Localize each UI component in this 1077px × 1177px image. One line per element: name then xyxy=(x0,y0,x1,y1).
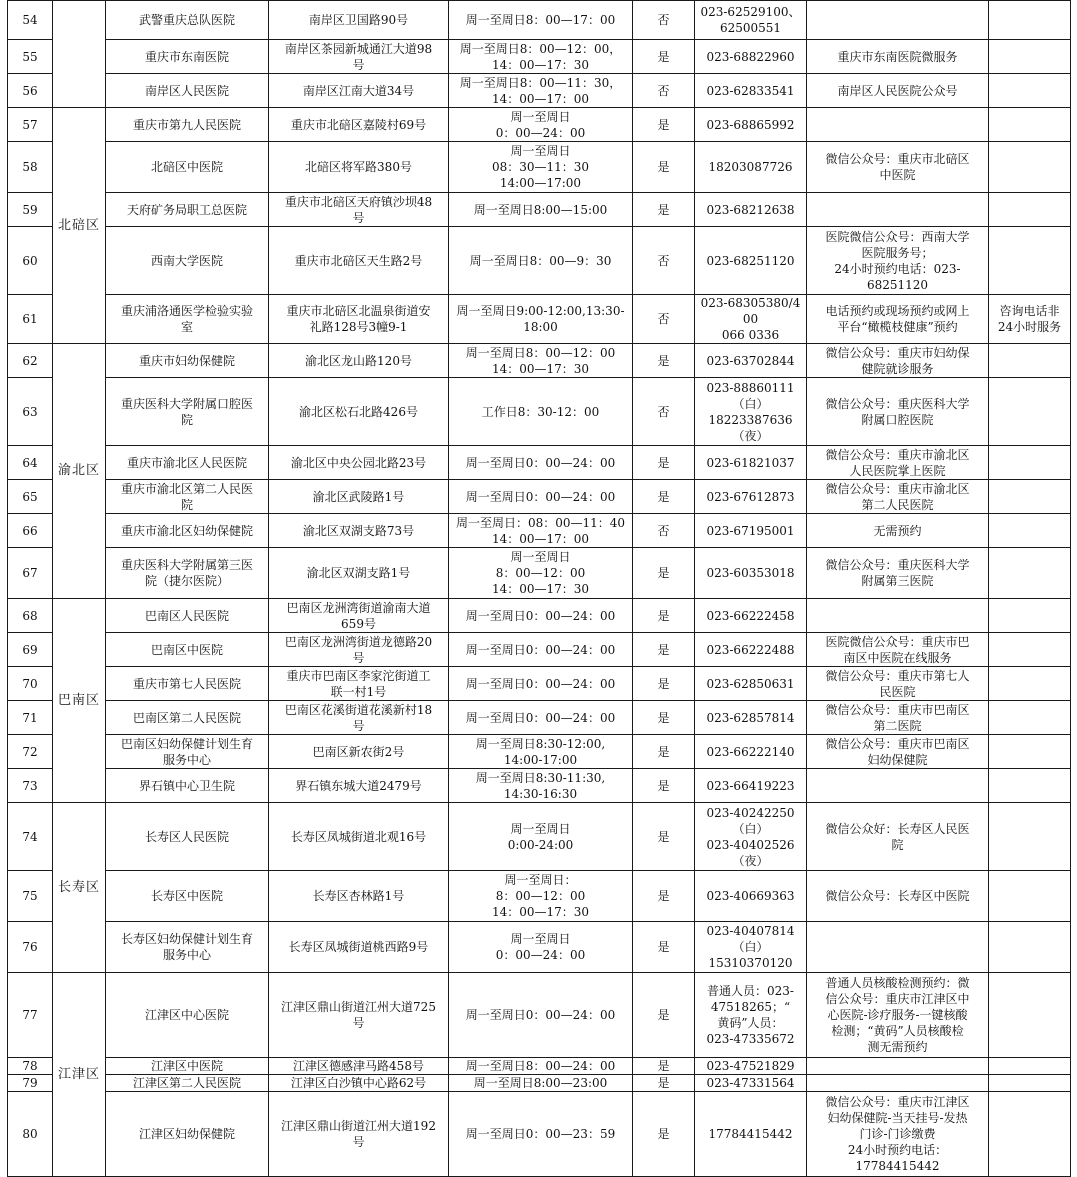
name-cell: 重庆市渝北区第二人民医 院 xyxy=(106,480,269,514)
name-cell: 西南大学医院 xyxy=(106,227,269,295)
name-cell: 北碚区中医院 xyxy=(106,142,269,193)
table-row xyxy=(8,548,1071,599)
booking-cell: 是 xyxy=(633,1058,695,1075)
remark-cell xyxy=(989,40,1071,74)
name-cell: 重庆市东南医院 xyxy=(106,40,269,74)
booking-cell: 否 xyxy=(633,295,695,344)
channel-cell: 微信公众号：重庆市第七人 民医院 xyxy=(807,667,989,701)
phone-cell: 18203087726 xyxy=(695,142,807,193)
name-cell: 长寿区中医院 xyxy=(106,871,269,922)
phone-cell: 023-63702844 xyxy=(695,344,807,378)
phone-cell: 17784415442 xyxy=(695,1092,807,1177)
booking-cell: 是 xyxy=(633,1075,695,1092)
row-number-cell: 74 xyxy=(8,803,53,871)
name-cell: 武警重庆总队医院 xyxy=(106,1,269,40)
hours-cell: 周一至周日0：00—24：00 xyxy=(449,633,633,667)
row-number-cell: 73 xyxy=(8,769,53,803)
table-row xyxy=(8,599,1071,633)
row-number-cell: 63 xyxy=(8,378,53,446)
phone-cell: 023-62833541 xyxy=(695,74,807,108)
address-cell: 江津区白沙镇中心路62号 xyxy=(269,1075,449,1092)
row-number-cell: 56 xyxy=(8,74,53,108)
address-cell: 重庆市北碚区嘉陵村69号 xyxy=(269,108,449,142)
name-cell: 重庆医科大学附属第三医 院（捷尔医院） xyxy=(106,548,269,599)
phone-cell: 023-40242250 （白） 023-40402526 （夜） xyxy=(695,803,807,871)
table-row xyxy=(8,108,1071,142)
table-row xyxy=(8,227,1071,295)
address-cell: 巴南区龙洲湾街道龙德路20 号 xyxy=(269,633,449,667)
table-row xyxy=(8,295,1071,344)
hours-cell: 周一至周日8:00—23:00 xyxy=(449,1075,633,1092)
table-row xyxy=(8,803,1071,871)
name-cell: 江津区中医院 xyxy=(106,1058,269,1075)
hours-cell: 周一至周日0：00—24：00 xyxy=(449,701,633,735)
phone-cell: 023-40407814 （白） 15310370120 xyxy=(695,922,807,973)
phone-cell: 023-67612873 xyxy=(695,480,807,514)
name-cell: 巴南区人民医院 xyxy=(106,599,269,633)
row-number-cell: 75 xyxy=(8,871,53,922)
address-cell: 巴南区龙洲湾街道渝南大道 659号 xyxy=(269,599,449,633)
booking-cell: 是 xyxy=(633,599,695,633)
row-number-cell: 79 xyxy=(8,1075,53,1092)
booking-cell: 是 xyxy=(633,803,695,871)
table-row xyxy=(8,1058,1071,1075)
booking-cell: 是 xyxy=(633,922,695,973)
table-row xyxy=(8,74,1071,108)
hours-cell: 周一至周日 08：30—11：30 14:00—17:00 xyxy=(449,142,633,193)
booking-cell: 是 xyxy=(633,344,695,378)
row-number-cell: 80 xyxy=(8,1092,53,1177)
table-row xyxy=(8,378,1071,446)
channel-cell: 微信公众号：重庆市妇幼保 健院就诊服务 xyxy=(807,344,989,378)
name-cell: 重庆市第九人民医院 xyxy=(106,108,269,142)
booking-cell: 是 xyxy=(633,1092,695,1177)
remark-cell xyxy=(989,922,1071,973)
hours-cell: 周一至周日： 8：00—12：00 14：00—17：30 xyxy=(449,871,633,922)
table-row xyxy=(8,142,1071,193)
hours-cell: 周一至周日8：00—12：00， 14：00—17：30 xyxy=(449,40,633,74)
row-number-cell: 72 xyxy=(8,735,53,769)
row-number-cell: 61 xyxy=(8,295,53,344)
row-number-cell: 69 xyxy=(8,633,53,667)
district-cell: 渝北区 xyxy=(53,344,106,599)
hours-cell: 周一至周日8：00—17：00 xyxy=(449,1,633,40)
channel-cell: 微信公众好：长寿区人民医 院 xyxy=(807,803,989,871)
name-cell: 重庆市妇幼保健院 xyxy=(106,344,269,378)
remark-cell xyxy=(989,108,1071,142)
name-cell: 天府矿务局职工总医院 xyxy=(106,193,269,227)
address-cell: 渝北区龙山路120号 xyxy=(269,344,449,378)
address-cell: 重庆市北碚区天府镇沙坝48 号 xyxy=(269,193,449,227)
remark-cell xyxy=(989,667,1071,701)
hours-cell: 周一至周日8：00—9：30 xyxy=(449,227,633,295)
name-cell: 江津区第二人民医院 xyxy=(106,1075,269,1092)
row-number-cell: 70 xyxy=(8,667,53,701)
channel-cell: 微信公众号：重庆市北碚区 中医院 xyxy=(807,142,989,193)
phone-cell: 023-62850631 xyxy=(695,667,807,701)
name-cell: 巴南区中医院 xyxy=(106,633,269,667)
table-row xyxy=(8,633,1071,667)
channel-cell xyxy=(807,1058,989,1075)
table-row xyxy=(8,871,1071,922)
booking-cell: 否 xyxy=(633,74,695,108)
booking-cell: 是 xyxy=(633,633,695,667)
channel-cell xyxy=(807,1,989,40)
phone-cell: 023-68212638 xyxy=(695,193,807,227)
table-row xyxy=(8,480,1071,514)
hours-cell: 周一至周日8：00—11：30， 14：00—17：00 xyxy=(449,74,633,108)
address-cell: 渝北区双湖支路1号 xyxy=(269,548,449,599)
table-row xyxy=(8,973,1071,1058)
name-cell: 巴南区第二人民医院 xyxy=(106,701,269,735)
row-number-cell: 58 xyxy=(8,142,53,193)
phone-cell: 023-68251120 xyxy=(695,227,807,295)
channel-cell xyxy=(807,599,989,633)
phone-cell: 023-66222140 xyxy=(695,735,807,769)
name-cell: 巴南区妇幼保健计划生育 服务中心 xyxy=(106,735,269,769)
address-cell: 南岸区卫国路90号 xyxy=(269,1,449,40)
row-number-cell: 57 xyxy=(8,108,53,142)
hours-cell: 工作日8：30-12：00 xyxy=(449,378,633,446)
phone-cell: 023-68822960 xyxy=(695,40,807,74)
row-number-cell: 64 xyxy=(8,446,53,480)
channel-cell: 微信公众号：重庆医科大学 附属第三医院 xyxy=(807,548,989,599)
table-row xyxy=(8,1092,1071,1177)
address-cell: 长寿区凤城街道北观16号 xyxy=(269,803,449,871)
phone-cell: 023-61821037 xyxy=(695,446,807,480)
address-cell: 江津区鼎山街道江州大道725 号 xyxy=(269,973,449,1058)
hours-cell: 周一至周日：08：00—11：40 14：00—17：00 xyxy=(449,514,633,548)
booking-cell: 是 xyxy=(633,548,695,599)
address-cell: 重庆市巴南区李家沱街道工 联一村1号 xyxy=(269,667,449,701)
row-number-cell: 76 xyxy=(8,922,53,973)
channel-cell: 南岸区人民医院公众号 xyxy=(807,74,989,108)
hours-cell: 周一至周日0：00—23：59 xyxy=(449,1092,633,1177)
booking-cell: 是 xyxy=(633,142,695,193)
channel-cell xyxy=(807,922,989,973)
channel-cell: 微信公众号：重庆市渝北区 人民医院掌上医院 xyxy=(807,446,989,480)
hours-cell: 周一至周日8:00—15:00 xyxy=(449,193,633,227)
name-cell: 重庆市渝北区妇幼保健院 xyxy=(106,514,269,548)
phone-cell: 023-68305380/400 066 0336 xyxy=(695,295,807,344)
remark-cell xyxy=(989,973,1071,1058)
row-number-cell: 62 xyxy=(8,344,53,378)
booking-cell: 是 xyxy=(633,40,695,74)
remark-cell xyxy=(989,74,1071,108)
remark-cell xyxy=(989,193,1071,227)
booking-cell: 否 xyxy=(633,227,695,295)
address-cell: 长寿区凤城街道桃西路9号 xyxy=(269,922,449,973)
table-row xyxy=(8,667,1071,701)
table-row xyxy=(8,701,1071,735)
remark-cell xyxy=(989,480,1071,514)
hours-cell: 周一至周日 0：00—24：00 xyxy=(449,922,633,973)
booking-cell: 是 xyxy=(633,480,695,514)
booking-cell: 否 xyxy=(633,378,695,446)
remark-cell xyxy=(989,1058,1071,1075)
address-cell: 北碚区将军路380号 xyxy=(269,142,449,193)
channel-cell: 微信公众号：重庆市巴南区 妇幼保健院 xyxy=(807,735,989,769)
hours-cell: 周一至周日0：00—24：00 xyxy=(449,599,633,633)
phone-cell: 023-66222458 xyxy=(695,599,807,633)
channel-cell xyxy=(807,108,989,142)
row-number-cell: 65 xyxy=(8,480,53,514)
remark-cell xyxy=(989,344,1071,378)
remark-cell xyxy=(989,735,1071,769)
booking-cell: 是 xyxy=(633,735,695,769)
hours-cell: 周一至周日0：00—24：00 xyxy=(449,446,633,480)
channel-cell: 重庆市东南医院微服务 xyxy=(807,40,989,74)
district-cell: 巴南区 xyxy=(53,599,106,803)
hours-cell: 周一至周日8:30-12:00, 14:00-17:00 xyxy=(449,735,633,769)
name-cell: 重庆市第七人民医院 xyxy=(106,667,269,701)
address-cell: 渝北区中央公园北路23号 xyxy=(269,446,449,480)
channel-cell xyxy=(807,769,989,803)
hours-cell: 周一至周日 8：00—12：00 14：00—17：30 xyxy=(449,548,633,599)
remark-cell xyxy=(989,142,1071,193)
district-cell xyxy=(53,1,106,108)
channel-cell: 微信公众号：重庆市巴南区 第二医院 xyxy=(807,701,989,735)
address-cell: 重庆市北碚区北温泉街道安 礼路128号3幢9-1 xyxy=(269,295,449,344)
remark-cell xyxy=(989,548,1071,599)
table-row xyxy=(8,40,1071,74)
channel-cell xyxy=(807,1075,989,1092)
booking-cell: 是 xyxy=(633,871,695,922)
remark-cell xyxy=(989,701,1071,735)
phone-cell: 023-68865992 xyxy=(695,108,807,142)
table-row xyxy=(8,446,1071,480)
table-row xyxy=(8,193,1071,227)
booking-cell: 是 xyxy=(633,446,695,480)
booking-cell: 是 xyxy=(633,701,695,735)
district-cell: 长寿区 xyxy=(53,803,106,973)
row-number-cell: 55 xyxy=(8,40,53,74)
hours-cell: 周一至周日0：00—24：00 xyxy=(449,480,633,514)
remark-cell xyxy=(989,378,1071,446)
address-cell: 南岸区茶园新城通江大道98 号 xyxy=(269,40,449,74)
phone-cell: 023-67195001 xyxy=(695,514,807,548)
address-cell: 巴南区花溪街道花溪新村18 号 xyxy=(269,701,449,735)
hours-cell: 周一至周日9:00-12:00,13:30- 18:00 xyxy=(449,295,633,344)
name-cell: 长寿区人民医院 xyxy=(106,803,269,871)
table-row xyxy=(8,922,1071,973)
channel-cell: 微信公众号：长寿区中医院 xyxy=(807,871,989,922)
hours-cell: 周一至周日 0:00-24:00 xyxy=(449,803,633,871)
remark-cell xyxy=(989,446,1071,480)
phone-cell: 023-88860111 （白） 18223387636 （夜） xyxy=(695,378,807,446)
district-cell: 江津区 xyxy=(53,973,106,1177)
address-cell: 江津区鼎山街道江州大道192 号 xyxy=(269,1092,449,1177)
phone-cell: 023-47331564 xyxy=(695,1075,807,1092)
remark-cell xyxy=(989,1075,1071,1092)
phone-cell: 023-66222488 xyxy=(695,633,807,667)
hours-cell: 周一至周日8：00—24：00 xyxy=(449,1058,633,1075)
address-cell: 渝北区松石北路426号 xyxy=(269,378,449,446)
remark-cell xyxy=(989,599,1071,633)
phone-cell: 023-62857814 xyxy=(695,701,807,735)
row-number-cell: 71 xyxy=(8,701,53,735)
channel-cell: 无需预约 xyxy=(807,514,989,548)
address-cell: 渝北区武陵路1号 xyxy=(269,480,449,514)
booking-cell: 是 xyxy=(633,108,695,142)
channel-cell: 普通人员核酸检测预约：微 信公众号：重庆市江津区中 心医院-诊疗服务-一键核酸 检测；“黄码”人员核酸检 测无需预约 xyxy=(807,973,989,1058)
name-cell: 南岸区人民医院 xyxy=(106,74,269,108)
hours-cell: 周一至周日0：00—24：00 xyxy=(449,667,633,701)
table-row xyxy=(8,1075,1071,1092)
table-row xyxy=(8,769,1071,803)
booking-cell: 是 xyxy=(633,769,695,803)
row-number-cell: 59 xyxy=(8,193,53,227)
name-cell: 长寿区妇幼保健计划生育 服务中心 xyxy=(106,922,269,973)
channel-cell: 微信公众号：重庆医科大学 附属口腔医院 xyxy=(807,378,989,446)
phone-cell: 023-60353018 xyxy=(695,548,807,599)
table-row xyxy=(8,735,1071,769)
name-cell: 重庆浦洛通医学检验实验 室 xyxy=(106,295,269,344)
booking-cell: 是 xyxy=(633,193,695,227)
remark-cell xyxy=(989,871,1071,922)
remark-cell xyxy=(989,1092,1071,1177)
hours-cell: 周一至周日8:30-11:30, 14:30-16:30 xyxy=(449,769,633,803)
channel-cell: 微信公众号：重庆市江津区 妇幼保健院-当天挂号-发热 门诊-门诊缴费 24小时预约电话： 17784415442 xyxy=(807,1092,989,1177)
booking-cell: 否 xyxy=(633,514,695,548)
name-cell: 江津区中心医院 xyxy=(106,973,269,1058)
name-cell: 江津区妇幼保健院 xyxy=(106,1092,269,1177)
channel-cell: 医院微信公众号：西南大学 医院服务号； 24小时预约电话：023- 68251120 xyxy=(807,227,989,295)
remark-cell xyxy=(989,769,1071,803)
row-number-cell: 67 xyxy=(8,548,53,599)
name-cell: 界石镇中心卫生院 xyxy=(106,769,269,803)
phone-cell: 023-62529100、 62500551 xyxy=(695,1,807,40)
remark-cell xyxy=(989,1,1071,40)
address-cell: 巴南区新农街2号 xyxy=(269,735,449,769)
row-number-cell: 54 xyxy=(8,1,53,40)
table-row xyxy=(8,1,1071,40)
booking-cell: 是 xyxy=(633,973,695,1058)
row-number-cell: 78 xyxy=(8,1058,53,1075)
remark-cell xyxy=(989,227,1071,295)
row-number-cell: 68 xyxy=(8,599,53,633)
table-row xyxy=(8,344,1071,378)
channel-cell: 电话预约或现场预约或网上 平台“橄榄枝健康”预约 xyxy=(807,295,989,344)
row-number-cell: 60 xyxy=(8,227,53,295)
address-cell: 江津区德感津马路458号 xyxy=(269,1058,449,1075)
phone-cell: 023-47521829 xyxy=(695,1058,807,1075)
hours-cell: 周一至周日8：00—12：00 14：00—17：30 xyxy=(449,344,633,378)
booking-cell: 是 xyxy=(633,667,695,701)
table-row xyxy=(8,514,1071,548)
hours-cell: 周一至周日 0：00—24：00 xyxy=(449,108,633,142)
phone-cell: 023-66419223 xyxy=(695,769,807,803)
district-cell: 北碚区 xyxy=(53,108,106,344)
remark-cell xyxy=(989,633,1071,667)
remark-cell xyxy=(989,514,1071,548)
phone-cell: 023-40669363 xyxy=(695,871,807,922)
remark-cell xyxy=(989,803,1071,871)
address-cell: 重庆市北碚区天生路2号 xyxy=(269,227,449,295)
row-number-cell: 77 xyxy=(8,973,53,1058)
channel-cell: 微信公众号：重庆市渝北区 第二人民医院 xyxy=(807,480,989,514)
hospital-table xyxy=(7,0,1071,1177)
hours-cell: 周一至周日0：00—24：00 xyxy=(449,973,633,1058)
address-cell: 长寿区杏林路1号 xyxy=(269,871,449,922)
address-cell: 界石镇东城大道2479号 xyxy=(269,769,449,803)
address-cell: 渝北区双湖支路73号 xyxy=(269,514,449,548)
row-number-cell: 66 xyxy=(8,514,53,548)
name-cell: 重庆市渝北区人民医院 xyxy=(106,446,269,480)
remark-cell: 咨询电话非 24小时服务 xyxy=(989,295,1071,344)
booking-cell: 否 xyxy=(633,1,695,40)
phone-cell: 普通人员：023- 47518265；“ 黄码”人员： 023-47335672 xyxy=(695,973,807,1058)
channel-cell: 医院微信公众号：重庆市巴 南区中医院在线服务 xyxy=(807,633,989,667)
name-cell: 重庆医科大学附属口腔医 院 xyxy=(106,378,269,446)
address-cell: 南岸区江南大道34号 xyxy=(269,74,449,108)
channel-cell xyxy=(807,193,989,227)
table-body xyxy=(8,1,1071,1177)
